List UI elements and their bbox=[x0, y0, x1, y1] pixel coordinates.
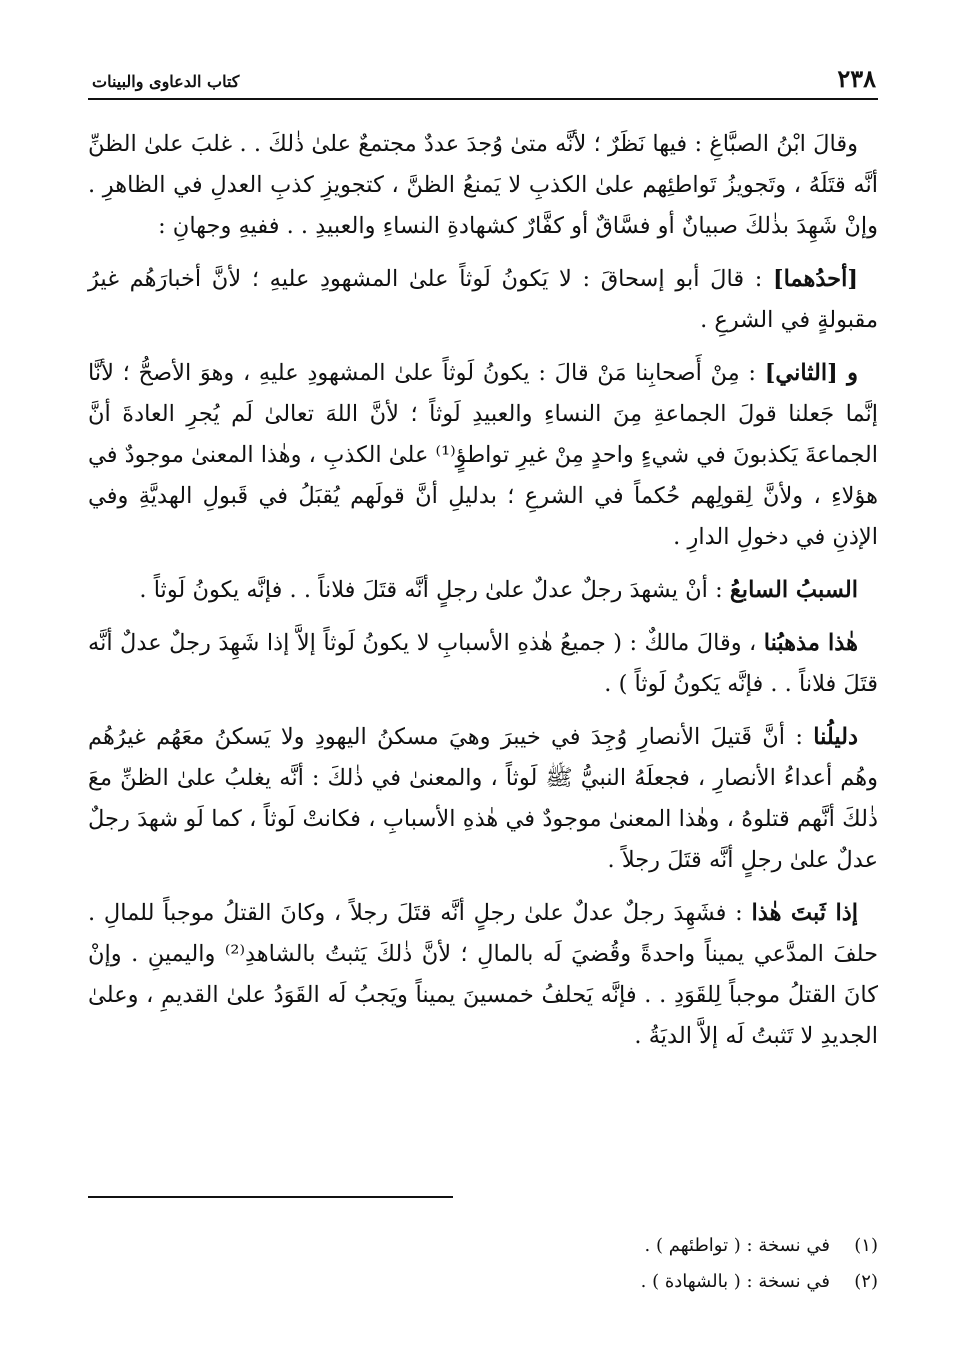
paragraph-text: : أنَّ قَتيلَ الأنصارِ وُجِدَ في خيبرَ وهيَ مسكنُ اليهودِ ولا يَسكنُ معَهُم غيرُهُم وهُم أعداءُ الأنصارِ ، فجعلَهُ النبيُّ ﷺ لَوثاً ، والمعنىٰ في ذٰلكَ : أنَّه يغلبُ علىٰ الظنِّ معَ ذٰلكَ أنَّهم قتلوهُ ، وهٰذا المعنىٰ موجودٌ في هٰذهِ الأسبابِ ، فكانتْ لَوثاً ، كما لَو شهدَ رجلٌ عدلٌ علىٰ رجلٍ أنَّه قتَلَ رجلاً . bbox=[88, 724, 878, 873]
page-header bbox=[88, 58, 878, 100]
paragraph-lead: [أحدُهما] bbox=[773, 266, 858, 292]
paragraph-lead: دليلُنا bbox=[813, 724, 858, 750]
paragraph bbox=[88, 623, 878, 705]
paragraph-text: : فشَهِدَ رجلٌ عدلٌ علىٰ رجلٍ أنَّه قتَلَ رجلاً ، وكانَ القتلُ موجباً للمالِ . حلفَ المدَّعي يميناً واحدةً وقُضيَ لَه بالمالِ ؛ لأنَّ ذٰلكَ يَثبتُ بالشاهدِ⁽²⁾ واليمينِ . وإنْ كانَ القتلُ موجباً لِلقَوَدِ . . فإنَّه يَحلفُ خمسينَ يميناً ويَجبُ لَه القَوَدُ علىٰ القديمِ ، وعلىٰ الجديدِ لا تَثبتُ لَه إلاَّ الديَةُ . bbox=[88, 900, 878, 1049]
main-text bbox=[88, 124, 878, 1057]
footnote-divider bbox=[88, 1196, 453, 1198]
paragraph-text: : أنْ يشهدَ رجلٌ عدلٌ علىٰ رجلٍ أنَّه قتَلَ فلاناً . . فإنَّه يكونُ لَوثاً . bbox=[139, 577, 730, 603]
paragraph-text: ، وقالَ مالكٌ : ( جميعُ هٰذهِ الأسبابِ لا يكونُ لَوثاً إلاَّ إذا شَهِدَ رجلٌ عدلٌ أنَّه قتَلَ فلاناً . . فإنَّه يَكونُ لَوثاً ) . bbox=[88, 630, 878, 697]
paragraph bbox=[88, 353, 878, 558]
paragraph-text: وقالَ ابْنُ الصبَّاغِ : فيها نَظَرٌ ؛ لأنَّه متىٰ وُجدَ عددٌ مجتمعٌ علىٰ ذٰلكَ . . غلبَ علىٰ الظنِّ أنَّه قتَلَهُ ، وتَجويزُ تَواطئِهم علىٰ الكذبِ لا يَمنعُ الظنَّ ، كتجويزِ كذبِ العدلِ في الظاهرِ . وإنْ شَهِدَ بذٰلكَ صبيانٌ أو فسَّاقٌ أو كفَّارٌ كشهادةِ النساءِ والعبيدِ . . ففيهِ وجهانِ : bbox=[88, 131, 878, 239]
running-title: كتاب الدعاوى والبينات bbox=[92, 72, 240, 91]
footnote-text: في نسخة : ( بالشهادة ) . bbox=[640, 1271, 830, 1292]
paragraph-lead: السببُ السابعُ bbox=[729, 577, 858, 603]
paragraph-text: : مِنْ أَصحابِنا مَنْ قالَ : يكونُ لَوثاً علىٰ المشهودِ عليهِ ، وهوَ الأصحُّ ؛ لأنَّا إنَّما جَعلنا قولَ الجماعةِ مِنَ النساءِ والعبيدِ لَوثاً ؛ لأنَّ اللهَ تعالىٰ لَم يُجرِ العادةَ أنَّ الجماعةَ يَكذبونَ في شيءٍ واحدٍ مِنْ غيرِ تواطؤٍ⁽¹⁾ علىٰ الكذبِ ، وهٰذا المعنىٰ موجودٌ في هؤلاءِ ، ولأنَّ لِقولِهم حُكماً في الشرعِ ؛ بدليلِ أنَّ قولَهم يُقبَلُ في قَبولِ الهديَّةِ وفي الإذنِ في دخولِ الدارِ . bbox=[88, 360, 878, 550]
paragraph-text: : قالَ أبو إسحاقَ : لا يَكونُ لَوثاً علىٰ المشهودِ عليهِ ؛ لأنَّ أخبارَهُم غيرُ مقبولةٍ في الشرعِ . bbox=[88, 266, 878, 333]
paragraph-lead: و [الثاني] bbox=[764, 360, 858, 386]
footnote-text: في نسخة : ( تواطئهم ) . bbox=[644, 1235, 830, 1256]
footnote-number: (١) bbox=[854, 1235, 878, 1256]
paragraph-lead: إذا ثَبتَ هٰذا bbox=[751, 900, 858, 926]
paragraph bbox=[88, 124, 878, 247]
footnote bbox=[88, 1228, 878, 1264]
paragraph bbox=[88, 717, 878, 881]
page-number: ٢٣٨ bbox=[837, 64, 876, 93]
paragraph bbox=[88, 893, 878, 1057]
footnotes bbox=[88, 1228, 878, 1300]
footnote bbox=[88, 1264, 878, 1300]
footnote-number: (٢) bbox=[854, 1271, 878, 1292]
document-page bbox=[88, 58, 878, 1348]
paragraph bbox=[88, 259, 878, 341]
paragraph-lead: هٰذا مذهبُنا bbox=[763, 630, 858, 656]
paragraph bbox=[88, 570, 878, 611]
